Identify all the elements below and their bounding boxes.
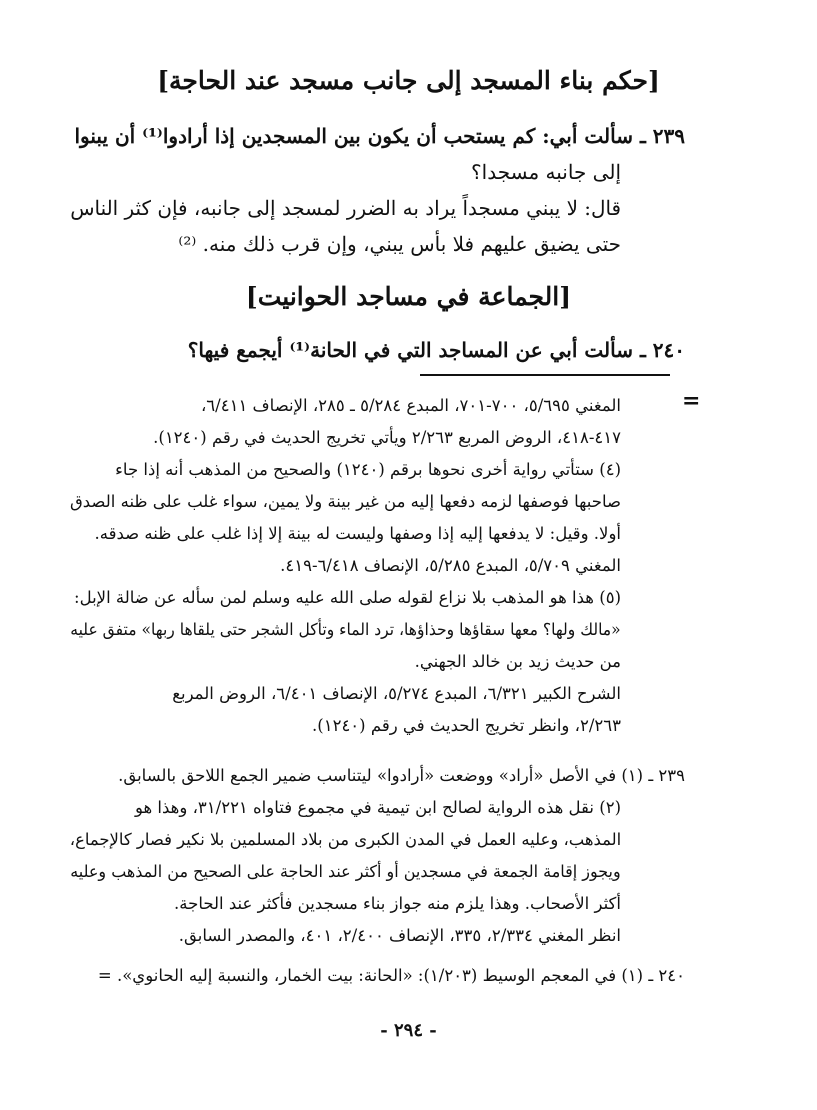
question-239-line-1: ٢٣٩ ـ سألت أبي: كم يستحب أن يكون بين المسجدين إذا أرادوا⁽¹⁾ أن يبنوا bbox=[74, 124, 685, 148]
footnote-240-line-1: ٢٤٠ ـ (١) في المعجم الوسيط (١/٢٠٣): «الحانة: بيت الخمار، والنسبة إليه الحانوي». = bbox=[97, 966, 685, 985]
footnote-prev-line-9: من حديث زيد بن خالد الجهني. bbox=[414, 652, 621, 671]
footnote-239-line-1: ٢٣٩ ـ (١) في الأصل «أراد» ووضعت «أرادوا» ليتناسب ضمير الجمع اللاحق بالسابق. bbox=[118, 766, 685, 785]
page-number: - ٢٩٤ - bbox=[380, 1020, 437, 1041]
continuation-mark-top: = bbox=[682, 388, 701, 414]
footnote-239-line-3: المذهب، وعليه العمل في المدن الكبرى من بلاد المسلمين بلا نكير فصار كالإجماع، bbox=[69, 830, 621, 849]
section-heading-shop-mosques: [الجماعة في مساجد الحوانيت] bbox=[245, 282, 572, 311]
question-239-line-2: إلى جانبه مسجدا؟ bbox=[471, 160, 621, 184]
footnote-prev-line-4: صاحبها فوصفها لزمه دفعها إليه من غير بينة ولا يمين، سواء غلب على ظنه الصدق bbox=[69, 492, 621, 511]
answer-239-line-2: حتى يضيق عليهم فلا بأس يبني، وإن قرب ذلك منه. ⁽²⁾ bbox=[178, 232, 621, 256]
footnote-prev-line-6: المغني ٥/٧٠٩، المبدع ٥/٢٨٥، الإنصاف ٦/٤١٨-٤١٩. bbox=[280, 556, 621, 575]
footnote-prev-line-10: الشرح الكبير ٦/٣٢١، المبدع ٥/٢٧٤، الإنصاف ٦/٤٠١، الروض المربع bbox=[172, 684, 621, 703]
footnote-239-line-4: ويجوز إقامة الجمعة في مسجدين أو أكثر عند الحاجة على الصحيح من المذهب وعليه bbox=[70, 862, 621, 881]
section-heading-mosque-next-to-mosque: [حكم بناء المسجد إلى جانب مسجد عند الحاجة] bbox=[157, 66, 660, 95]
footnote-prev-line-3: (٤) ستأتي رواية أخرى نحوها برقم (١٢٤٠) والصحيح من المذهب أنه إذا جاء bbox=[115, 460, 621, 479]
footnote-separator bbox=[420, 374, 670, 376]
footnote-prev-line-11: ٢/٢٦٣، وانظر تخريج الحديث في رقم (١٢٤٠). bbox=[312, 716, 621, 735]
footnote-prev-line-7: (٥) هذا هو المذهب بلا نزاع لقوله صلى الله عليه وسلم لمن سأله عن ضالة الإبل: bbox=[74, 588, 621, 607]
answer-239-line-1: قال: لا يبني مسجداً يراد به الضرر لمسجد إلى جانبه، فإن كثر الناس bbox=[70, 196, 621, 220]
footnote-prev-line-1: المغني ٥/٦٩٥، ٧٠٠-٧٠١، المبدع ٥/٢٨٤ ـ ٢٨٥، الإنصاف ٦/٤١١، bbox=[200, 396, 621, 415]
footnote-prev-line-8: «مالك ولها؟ معها سقاؤها وحذاؤها، ترد الماء وتأكل الشجر حتى يلقاها ربها» متفق عليه bbox=[70, 620, 621, 639]
footnote-239-line-6: انظر المغني ٢/٣٣٤، ٣٣٥، الإنصاف ٢/٤٠٠، ٤٠١، والمصدر السابق. bbox=[178, 926, 621, 945]
footnote-prev-line-5: أولا. وقيل: لا يدفعها إليه إذا وصفها وليست له بينة إلا إذا غلب على ظنه صدقه. bbox=[94, 524, 621, 543]
footnote-239-line-2: (٢) نقل هذه الرواية لصالح ابن تيمية في مجموع فتاواه ٣١/٢٢١، وهذا هو bbox=[134, 798, 621, 817]
footnote-prev-line-2: ٤١٧-٤١٨، الروض المربع ٢/٢٦٣ ويأتي تخريج الحديث في رقم (١٢٤٠). bbox=[153, 428, 621, 447]
footnote-239-line-5: أكثر الأصحاب. وهذا يلزم منه جواز بناء مسجدين فأكثر عند الحاجة. bbox=[174, 894, 621, 913]
question-240-line-1: ٢٤٠ ـ سألت أبي عن المساجد التي في الحانة⁽¹⁾ أيجمع فيها؟ bbox=[187, 338, 685, 362]
